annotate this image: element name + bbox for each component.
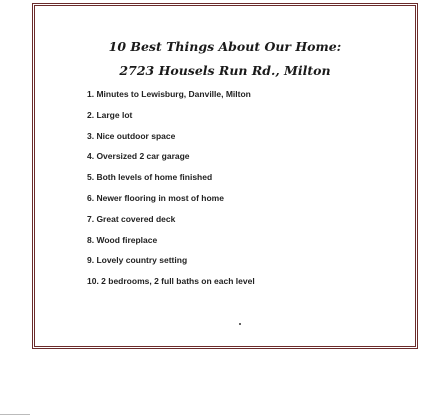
document-title: 10 Best Things About Our Home: [108, 39, 342, 54]
list-item: 10. 2 bedrooms, 2 full baths on each level [87, 276, 255, 287]
list-item: 4. Oversized 2 car garage [87, 151, 190, 162]
list-item: 5. Both levels of home finished [87, 172, 213, 183]
bottom-mark [0, 414, 30, 415]
list-item: 2. Large lot [87, 109, 133, 120]
list-item: 8. Wood fireplace [87, 234, 158, 245]
list-item: 6. Newer flooring in most of home [87, 192, 224, 203]
list-item: 9. Lovely country setting [87, 255, 188, 266]
stray-dot [239, 323, 241, 325]
list-item: 7. Great covered deck [87, 213, 176, 224]
document-subtitle: 2723 Housels Run Rd., Milton [119, 63, 331, 78]
list-item: 1. Minutes to Lewisburg, Danville, Milton [87, 89, 251, 99]
list-item: 3. Nice outdoor space [87, 130, 176, 141]
document-frame [32, 3, 418, 349]
feature-list [87, 84, 255, 292]
